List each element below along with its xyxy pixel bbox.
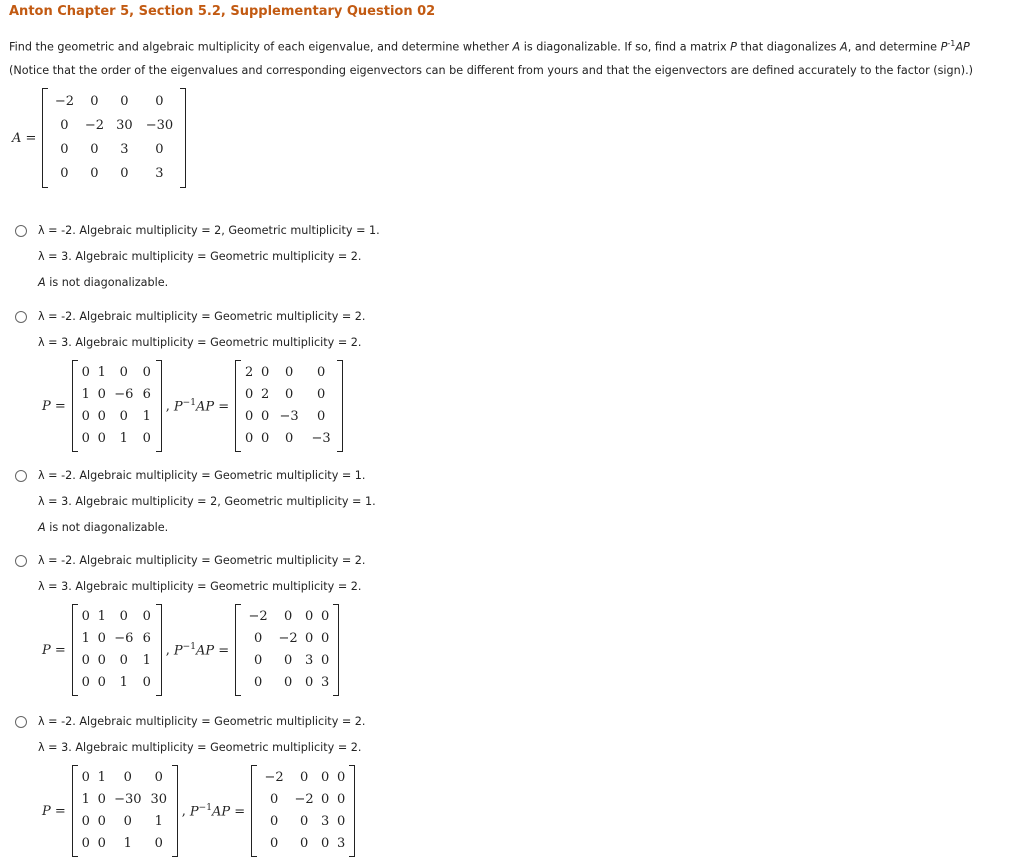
matrix-cell: 0 [260,431,270,446]
matrix-cell: −2 [264,770,284,785]
matrix-cell: −2 [248,609,268,624]
option-5-radio[interactable] [15,716,27,728]
matrix-cell: 0 [316,409,326,424]
matrix-cell: −2 [278,631,298,646]
matrix-cell: 3 [120,142,129,157]
matrix-cell: 0 [119,409,128,424]
matrix-cell: 0 [142,675,151,690]
question-note: (Notice that the order of the eigenvalues and corresponding eigenvectors can be different from yours and that the eigenvectors are defined accurately to the factor (sign).) [9,64,974,77]
matrix-cell: 1 [142,409,151,424]
matrix-cell: 0 [81,431,90,446]
matrix-cell: 0 [90,94,99,109]
matrix-cell: 0 [244,409,254,424]
question-text: Find the geometric and algebraic multiplicity of each eigenvalue, and determine whether A is diagonalizable. If so, find a matrix P that diagonalizes A, and determine $P^{-1}AP$ [9,39,970,54]
matrix-cell: 0 [120,94,129,109]
option-2-line-2: λ = 3. Algebraic multiplicity = Geometric multiplicity = 2. [38,336,362,349]
matrix-cell: 0 [283,675,293,690]
matrix-cell: 0 [97,631,106,646]
matrix-cell: 0 [269,814,279,829]
matrix-cell: 0 [336,792,346,807]
matrix-cell: 0 [142,365,151,380]
matrix-cell: 0 [97,409,106,424]
option-1-radio[interactable] [15,225,27,237]
matrix-cell: 1 [97,609,106,624]
matrix-cell: 0 [81,409,90,424]
matrix-cell: 1 [81,387,90,402]
matrix-cell: −3 [279,409,299,424]
matrix-cell: 0 [60,118,69,133]
matrix-cell: 1 [97,770,106,785]
matrix-cell: 0 [81,814,90,829]
matrix-cell: 0 [81,836,90,851]
matrix-cell: 1 [123,836,132,851]
matrix-cell: 0 [299,836,309,851]
option-4-matrix-d [235,604,339,696]
option-2-matrices: P = 0 1 0 0 1 0 −6 6 0 0 0 1 0 0 1 0 , $P^{-1}AP$ = 2 0 0 0 0 2 0 0 0 0 −3 0 0 0 0 −3 [42,360,343,452]
matrix-cell: 0 [304,675,314,690]
option-1-line-3: A is not diagonalizable. [38,276,169,289]
matrix-cell: 6 [142,387,151,402]
option-4-matrices: P = 0 1 0 0 1 0 −6 6 0 0 0 1 0 0 1 0 , $P^{-1}AP$ = −2 0 0 0 0 −2 0 0 0 0 3 0 0 0 0 3 [42,604,339,696]
option-5-line-2: λ = 3. Algebraic multiplicity = Geometric multiplicity = 2. [38,741,362,754]
matrix-cell: 0 [97,387,106,402]
matrix-cell: 0 [304,609,314,624]
matrix-cell: 0 [320,836,330,851]
option-3-radio[interactable] [15,470,27,482]
matrix-cell: 1 [119,675,128,690]
matrix-cell: 0 [154,836,163,851]
matrix-cell: 0 [90,166,99,181]
matrix-cell: 1 [142,653,151,668]
option-2-radio[interactable] [15,311,27,323]
matrix-cell: 0 [316,387,326,402]
matrix-cell: 3 [336,836,346,851]
matrix-cell: 0 [253,675,263,690]
matrix-cell: 0 [60,166,69,181]
matrix-a-block: A = −2 0 0 0 0 −2 30 −30 0 0 3 0 0 0 0 3 [12,88,186,188]
option-4-matrix-p [72,604,162,696]
option-1-line-2: λ = 3. Algebraic multiplicity = Geometric multiplicity = 2. [38,250,362,263]
matrix-cell: 0 [81,653,90,668]
matrix-cell: 0 [283,609,293,624]
option-4-radio[interactable] [15,555,27,567]
matrix-cell: 0 [142,431,151,446]
matrix-cell: 0 [320,609,330,624]
matrix-cell: 0 [155,142,164,157]
matrix-cell: 0 [81,675,90,690]
matrix-cell: 0 [97,814,106,829]
matrix-cell: 0 [119,653,128,668]
option-3-line-1: λ = -2. Algebraic multiplicity = Geometric multiplicity = 1. [38,469,366,482]
matrix-cell: 0 [284,387,294,402]
option-2-matrix-d [235,360,343,452]
matrix-cell: 0 [253,653,263,668]
option-2-line-1: λ = -2. Algebraic multiplicity = Geometric multiplicity = 2. [38,310,366,323]
matrix-cell: −6 [114,631,134,646]
matrix-cell: −6 [114,387,134,402]
matrix-cell: 0 [299,770,309,785]
matrix-cell: 1 [154,814,163,829]
matrix-cell: 0 [97,675,106,690]
matrix-cell: 0 [142,609,151,624]
matrix-cell: 0 [81,365,90,380]
matrix-cell: 0 [320,653,330,668]
matrix-cell: 0 [320,631,330,646]
matrix-cell: 0 [81,609,90,624]
matrix-cell: 0 [81,770,90,785]
matrix-cell: 0 [119,609,128,624]
matrix-cell: 3 [304,653,314,668]
option-5-matrices: P = 0 1 0 0 1 0 −30 30 0 0 0 1 0 0 1 0 , $P^{-1}AP$ = −2 0 0 0 0 −2 0 0 0 0 3 0 0 0 0 3 [42,765,355,857]
matrix-cell: 0 [269,792,279,807]
matrix-cell: 3 [320,675,330,690]
matrix-cell: 0 [120,166,129,181]
matrix-a [42,88,186,188]
option-3-line-3: A is not diagonalizable. [38,521,169,534]
matrix-cell: 3 [155,166,164,181]
matrix-cell: 30 [150,792,168,807]
matrix-cell: −3 [311,431,331,446]
matrix-cell: 0 [123,770,132,785]
option-5-matrix-d [251,765,355,857]
matrix-cell: 0 [299,814,309,829]
option-3-line-2: λ = 3. Algebraic multiplicity = 2, Geometric multiplicity = 1. [38,495,376,508]
matrix-cell: 0 [283,653,293,668]
matrix-cell: 0 [304,631,314,646]
matrix-cell: 0 [336,814,346,829]
matrix-cell: 0 [119,365,128,380]
matrix-cell: 0 [320,792,330,807]
matrix-cell: 0 [244,387,254,402]
matrix-cell: 0 [320,770,330,785]
matrix-cell: −2 [54,94,74,109]
matrix-cell: 1 [81,792,90,807]
matrix-cell: 0 [97,653,106,668]
matrix-cell: 0 [154,770,163,785]
matrix-cell: 6 [142,631,151,646]
matrix-cell: 0 [284,431,294,446]
matrix-cell: 0 [97,431,106,446]
matrix-cell: 0 [123,814,132,829]
option-1-line-1: λ = -2. Algebraic multiplicity = 2, Geometric multiplicity = 1. [38,224,380,237]
matrix-cell: 0 [260,409,270,424]
option-5-line-1: λ = -2. Algebraic multiplicity = Geometric multiplicity = 2. [38,715,366,728]
matrix-cell: 0 [260,365,270,380]
matrix-cell: 0 [97,836,106,851]
matrix-cell: −30 [114,792,142,807]
option-4-line-1: λ = -2. Algebraic multiplicity = Geometric multiplicity = 2. [38,554,366,567]
matrix-cell: 0 [97,792,106,807]
matrix-cell: −2 [84,118,104,133]
option-4-line-2: λ = 3. Algebraic multiplicity = Geometric multiplicity = 2. [38,580,362,593]
matrix-cell: 0 [284,365,294,380]
matrix-cell: 0 [244,431,254,446]
matrix-cell: 1 [119,431,128,446]
matrix-cell: 0 [155,94,164,109]
matrix-cell: 3 [320,814,330,829]
matrix-cell: 1 [81,631,90,646]
option-2-matrix-p [72,360,162,452]
matrix-cell: 0 [90,142,99,157]
matrix-cell: 0 [60,142,69,157]
matrix-cell: 0 [253,631,263,646]
matrix-cell: 2 [244,365,254,380]
matrix-cell: −2 [294,792,314,807]
matrix-cell: 2 [260,387,270,402]
matrix-cell: 0 [316,365,326,380]
matrix-cell: 1 [97,365,106,380]
matrix-cell: 0 [336,770,346,785]
matrix-cell: −30 [145,118,174,133]
matrix-cell: 30 [116,118,133,133]
matrix-cell: 0 [269,836,279,851]
question-title: Anton Chapter 5, Section 5.2, Supplementary Question 02 [9,4,436,19]
option-5-matrix-p [72,765,178,857]
